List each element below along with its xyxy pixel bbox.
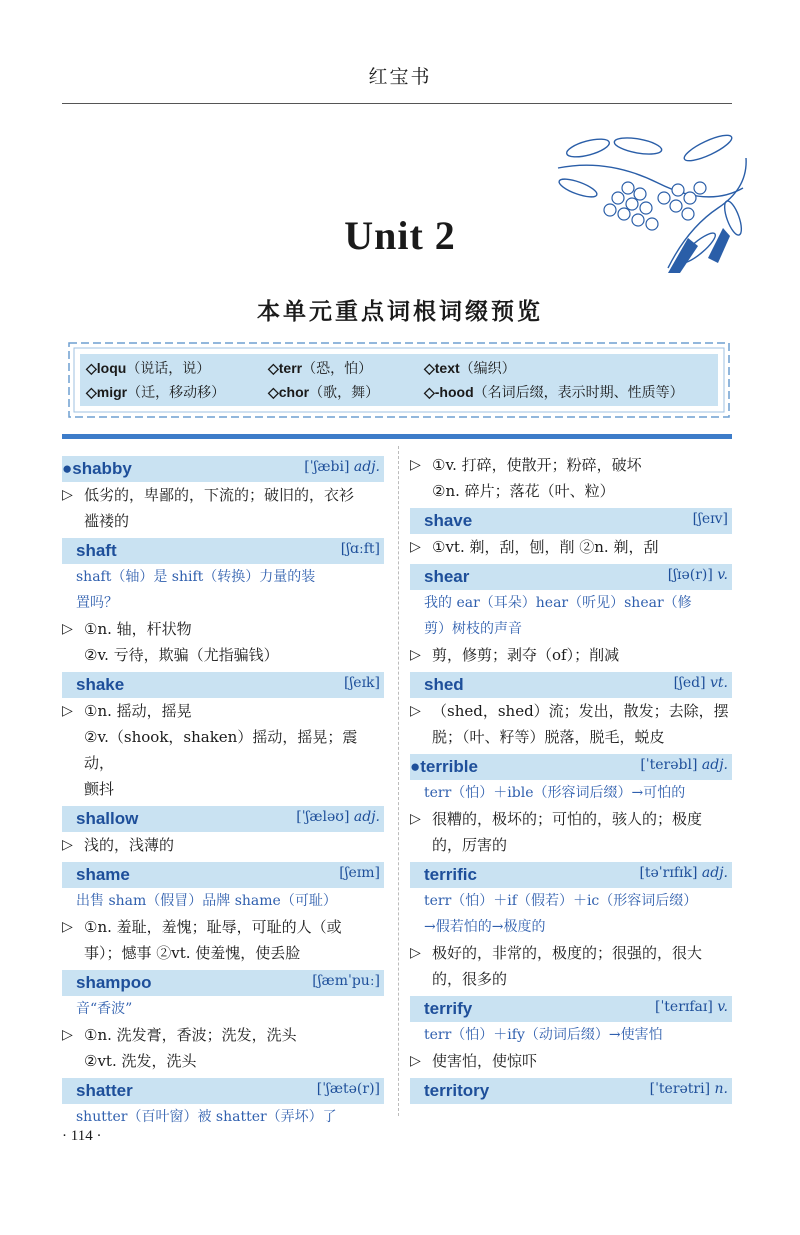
- phonetic-group: [639, 865, 728, 881]
- part-of-speech: adj.: [353, 459, 380, 475]
- part-of-speech: adj.: [353, 809, 380, 825]
- headword: shame: [76, 865, 130, 884]
- phonetic-group: [650, 1081, 728, 1097]
- unit-subtitle: 本单元重点词根词缀预览: [257, 298, 543, 325]
- part-of-speech: v.: [717, 999, 728, 1015]
- definition-block: [62, 832, 384, 858]
- definition-block: [62, 1022, 384, 1074]
- root-term: ◇migr: [86, 384, 128, 400]
- definition-line: 浅的，浅薄的: [84, 836, 175, 854]
- definition-line: ①vt. 剃，刮，刨，削 ②n. 剃，刮: [432, 538, 659, 556]
- headword: shave: [424, 511, 473, 530]
- mnemonic-line: 置吗？: [76, 595, 118, 611]
- headword: shampoo: [76, 973, 152, 992]
- part-of-speech: v.: [717, 567, 728, 583]
- definition-line: 颤抖: [84, 780, 115, 798]
- headword-bar: [410, 508, 732, 534]
- phonetic: [ˈʃæbi]: [304, 459, 350, 475]
- running-header: 红宝书: [368, 66, 432, 88]
- triangle-bullet-icon: ▷: [62, 703, 73, 719]
- root-term: ◇loqu: [86, 360, 127, 376]
- headword-bar: [410, 564, 732, 590]
- headword: shatter: [76, 1081, 133, 1100]
- mnemonic-note: [410, 590, 732, 642]
- triangle-bullet-icon: ▷: [62, 487, 73, 503]
- headword: ●terrible: [410, 757, 478, 776]
- phonetic: [ˈterɪfaɪ]: [654, 999, 713, 1015]
- phonetic: [ʃæmˈpuː]: [312, 973, 380, 989]
- root-term: ◇chor: [268, 384, 310, 400]
- definition-line: 很糟的，极坏的；可怕的，骇人的；极度: [432, 810, 703, 828]
- headword: terrific: [424, 865, 477, 884]
- triangle-bullet-icon: ▷: [410, 1053, 421, 1069]
- mnemonic-line: 出售 sham（假冒）品牌 shame（可耻）: [76, 893, 337, 909]
- phonetic: [ʃeɪm]: [339, 865, 380, 881]
- headword-bar: [62, 456, 384, 482]
- phonetic: [ˈterəbl]: [640, 757, 698, 773]
- part-of-speech: vt.: [710, 675, 728, 691]
- definition-line: ①n. 摇动，摇晃: [84, 702, 192, 720]
- definition-block: [410, 698, 732, 750]
- triangle-bullet-icon: ▷: [62, 919, 73, 935]
- unit-title: Unit 2: [344, 213, 456, 258]
- phonetic-group: [296, 809, 380, 825]
- definition-block: [410, 940, 732, 992]
- headword: shallow: [76, 809, 139, 828]
- phonetic-group: [655, 999, 728, 1015]
- root-term: ◇terr: [268, 360, 303, 376]
- mnemonic-line: terr（怕）＋ify（动词后缀）→使害怕: [424, 1027, 663, 1043]
- mnemonic-note: [410, 1022, 732, 1048]
- definition-block: [410, 642, 732, 668]
- root-item: [86, 382, 225, 402]
- phonetic: [təˈrɪfɪk]: [639, 865, 698, 881]
- root-item: [268, 358, 372, 378]
- definition-line: 事）；憾事 ②vt. 使羞愧，使丢脸: [84, 944, 301, 962]
- definition-line: 的，很多的: [432, 970, 508, 988]
- page-number: · 114 ·: [62, 1128, 102, 1144]
- definition-line: 低劣的，卑鄙的，下流的；破旧的，衣衫: [84, 486, 355, 504]
- phonetic-group: [312, 973, 380, 989]
- definition-line: 褴褛的: [84, 512, 130, 530]
- header-rule: [62, 103, 732, 104]
- definition-line: 极好的，非常的，极度的；很强的，很大: [432, 944, 703, 962]
- triangle-bullet-icon: ▷: [410, 703, 421, 719]
- headword-bar: [62, 538, 384, 564]
- headword-bar: [62, 862, 384, 888]
- root-term: ◇text: [424, 360, 460, 376]
- root-meaning: （迁，移动移）: [127, 385, 226, 401]
- root-item: [424, 382, 684, 402]
- section-rule: [62, 434, 732, 439]
- headword-bar: [410, 754, 732, 780]
- definition-block: [62, 914, 384, 966]
- headword: shake: [76, 675, 125, 694]
- mnemonic-line: terr（怕）＋if（假若）＋ic（形容词后缀）: [424, 893, 698, 909]
- headword: terrify: [424, 999, 473, 1018]
- definition-line: 的，厉害的: [432, 836, 508, 854]
- right-column: [410, 452, 732, 1104]
- root-meaning: （说话，说）: [126, 361, 211, 377]
- part-of-speech: n.: [714, 1081, 728, 1097]
- definition-line: 使害怕，使惊吓: [432, 1052, 538, 1070]
- mnemonic-line: 剪）树枝的声音: [424, 621, 522, 637]
- definition-block: [410, 806, 732, 858]
- triangle-bullet-icon: ▷: [410, 539, 421, 555]
- root-meaning: （恐，怕）: [302, 361, 373, 377]
- headword: ●shabby: [62, 459, 132, 478]
- phonetic: [ʃed]: [673, 675, 706, 691]
- headword: territory: [424, 1081, 490, 1100]
- mnemonic-line: shaft（轴）是 shift（转换）力量的装: [76, 569, 316, 585]
- phonetic-group: [674, 675, 728, 691]
- part-of-speech: adj.: [701, 865, 728, 881]
- phonetic: [ʃeɪk]: [344, 675, 380, 691]
- phonetic-group: [640, 757, 728, 773]
- mnemonic-note: [62, 564, 384, 616]
- root-meaning: （名词后缀，表示时期、性质等）: [473, 385, 684, 401]
- mnemonic-note: [410, 780, 732, 806]
- phonetic-group: [317, 1081, 380, 1097]
- roots-preview-box: [66, 340, 732, 420]
- phonetic: [ˈʃæləʊ]: [296, 809, 350, 825]
- mnemonic-line: →假若怕的→极度的: [424, 919, 546, 935]
- phonetic: [ʃeɪv]: [692, 511, 728, 527]
- phonetic: [ˈʃætə(r)]: [316, 1081, 380, 1097]
- phonetic: [ʃɪə(r)]: [667, 567, 713, 583]
- root-meaning: （歌，舞）: [309, 385, 380, 401]
- roots-panel: [80, 354, 718, 406]
- phonetic-group: [341, 541, 380, 557]
- headword: shed: [424, 675, 464, 694]
- mnemonic-note: [62, 1104, 384, 1130]
- definition-line: ②n. 碎片；落花（叶、粒）: [432, 482, 615, 500]
- part-of-speech: adj.: [701, 757, 728, 773]
- definition-block: [410, 534, 732, 560]
- triangle-bullet-icon: ▷: [410, 457, 421, 473]
- phonetic: [ʃɑːft]: [340, 541, 380, 557]
- mnemonic-note: [62, 996, 384, 1022]
- mnemonic-line: 音“香波”: [76, 1001, 133, 1017]
- phonetic-group: [339, 865, 380, 881]
- headword: shaft: [76, 541, 117, 560]
- definition-line: ①v. 打碎，使散开；粉碎，破坏: [432, 456, 642, 474]
- headword-bar: [410, 862, 732, 888]
- definition-line: ①n. 洗发膏，香波；洗发，洗头: [84, 1026, 297, 1044]
- definition-block: [62, 482, 384, 534]
- mnemonic-note: [62, 888, 384, 914]
- headword-bar: [410, 672, 732, 698]
- triangle-bullet-icon: ▷: [410, 945, 421, 961]
- definition-line: ①n. 轴，杆状物: [84, 620, 192, 638]
- definition-block: [410, 452, 732, 504]
- headword-bar: [62, 1078, 384, 1104]
- definition-line: ②vt. 洗发，洗头: [84, 1052, 197, 1070]
- definition-line: （shed，shed）流；发出，散发；去除，摆: [432, 702, 729, 720]
- headword-bar: [62, 672, 384, 698]
- triangle-bullet-icon: ▷: [62, 1027, 73, 1043]
- root-meaning: （编织）: [459, 361, 516, 377]
- mnemonic-note: [410, 888, 732, 940]
- headword-bar: [410, 1078, 732, 1104]
- mnemonic-line: shutter（百叶窗）被 shatter（弄坏）了: [76, 1109, 337, 1125]
- headword-bar: [62, 806, 384, 832]
- left-column: [62, 452, 384, 1130]
- phonetic: [ˈterətri]: [649, 1081, 711, 1097]
- triangle-bullet-icon: ▷: [410, 647, 421, 663]
- phonetic-group: [344, 675, 380, 691]
- definition-line: 剪，修剪；剥夺（of）；削减: [432, 646, 620, 664]
- headword-bar: [62, 970, 384, 996]
- mnemonic-line: terr（怕）＋ible（形容词后缀）→可怕的: [424, 785, 686, 801]
- phonetic-group: [693, 511, 728, 527]
- definition-line: 脱；（叶、籽等）脱落，脱毛，蜕皮: [432, 728, 665, 746]
- triangle-bullet-icon: ▷: [410, 811, 421, 827]
- triangle-bullet-icon: ▷: [62, 837, 73, 853]
- root-term: ◇-hood: [424, 384, 474, 400]
- column-divider: [398, 446, 399, 1116]
- root-item: [86, 358, 210, 378]
- mnemonic-line: 我的 ear（耳朵）hear（听见）shear（修: [424, 595, 692, 611]
- phonetic-group: [304, 459, 380, 475]
- headword: shear: [424, 567, 470, 586]
- root-item: [424, 358, 516, 378]
- definition-line: ①n. 羞耻，羞愧；耻辱，可耻的人（或: [84, 918, 342, 936]
- definition-block: [410, 1048, 732, 1074]
- phonetic-group: [668, 567, 728, 583]
- definition-block: [62, 698, 384, 802]
- headword-bar: [410, 996, 732, 1022]
- root-item: [268, 382, 379, 402]
- definition-line: ②v. 亏待，欺骗（尤指骗钱）: [84, 646, 279, 664]
- triangle-bullet-icon: ▷: [62, 621, 73, 637]
- definition-block: [62, 616, 384, 668]
- definition-line: ②v.（shook，shaken）摇动，摇晃；震动，: [84, 728, 358, 772]
